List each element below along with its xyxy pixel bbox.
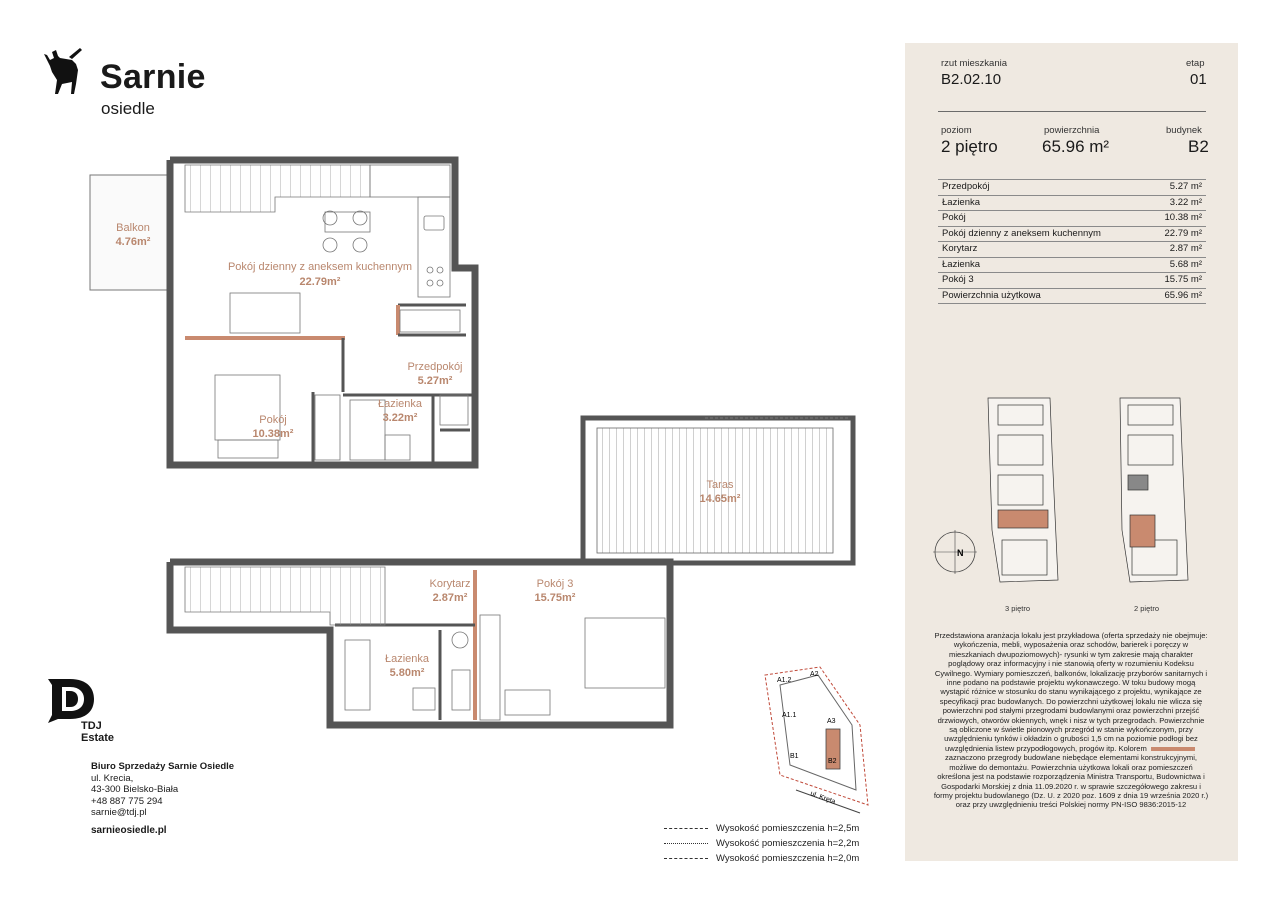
plan-label: rzut mieszkania <box>941 58 1007 69</box>
minimap-caption-right: 2 piętro <box>1134 604 1160 613</box>
living-area: 22.79m² <box>299 276 341 288</box>
site-label-b2: B2 <box>828 758 837 765</box>
wardrobe <box>315 395 340 460</box>
disclaimer-note <box>933 631 1209 810</box>
room-row <box>938 241 1206 257</box>
room-row <box>938 272 1206 288</box>
minimap-2-highlight <box>1130 515 1155 547</box>
tdj-monogram-icon <box>44 675 96 723</box>
terrace-label: Taras <box>706 479 734 491</box>
room-area: 3.22 m² <box>1169 196 1202 208</box>
area-label: powierzchnia <box>1044 125 1100 136</box>
tdj-label-2: Estate <box>81 732 115 744</box>
room-row <box>938 257 1206 273</box>
legend-line-dashdotdot <box>664 843 708 844</box>
room-row <box>938 210 1206 226</box>
company-address <box>91 761 234 819</box>
minimap-caption-left: 3 piętro <box>1005 604 1031 613</box>
room-area: 15.75 m² <box>1164 274 1202 285</box>
brand-subtitle: osiedle <box>101 99 155 118</box>
bath2-area: 5.80m² <box>389 667 425 679</box>
room-name: Łazienka <box>942 258 981 270</box>
site-label-a12: A1.2 <box>777 677 792 684</box>
legend-text-3: Wysokość pomieszczenia h=2,0m <box>716 853 860 864</box>
level-value: 2 piętro <box>941 137 998 156</box>
room-name: Pokój <box>942 212 966 223</box>
stage-value: 01 <box>1190 71 1207 88</box>
partition-color-swatch <box>1151 747 1195 751</box>
balcony-area: 4.76m² <box>115 236 151 248</box>
balcony-label: Balkon <box>116 222 150 234</box>
plan-value: B2.02.10 <box>941 71 1002 88</box>
compass-label: N <box>957 548 964 558</box>
room3-area: 15.75m² <box>534 592 576 604</box>
room1-label: Pokój <box>259 414 287 426</box>
minimap-3-highlight <box>998 510 1048 528</box>
bath1-area: 3.22m² <box>382 412 418 424</box>
area-value: 65.96 m² <box>1042 137 1110 156</box>
site-label-a11: A1.1 <box>782 712 797 719</box>
room-name: Korytarz <box>942 243 978 254</box>
brand-name: Sarnie <box>100 58 206 96</box>
total-name: Powierzchnia użytkowa <box>942 289 1041 301</box>
total-area: 65.96 m² <box>1164 289 1202 301</box>
rooms-table <box>938 179 1206 304</box>
room-row <box>938 226 1206 242</box>
tdj-label-1: TDJ <box>81 720 102 732</box>
bath2-label: Łazienka <box>384 653 430 665</box>
room-area: 22.79 m² <box>1164 227 1202 239</box>
hall-area: 5.27m² <box>417 375 453 387</box>
minimap-3-floor <box>988 398 1058 582</box>
site-label-a2: A2 <box>810 671 819 678</box>
corridor-label: Korytarz <box>429 578 471 590</box>
floor-minimaps <box>930 390 1210 590</box>
height-legend-2 <box>664 838 859 849</box>
tdj-label <box>81 720 114 744</box>
height-legend-3 <box>664 853 859 864</box>
disclaimer-part1: Przedstawiona aranżacja lokalu jest przykładowa (oferta sprzedaży nie obejmuje: wykończenia, mebli, wyposażenia oraz schodów, barierek i poręczy w mieszkaniach dwupoziomowych)- rysunki w tym zakresie mają charakter poglądowy oraz informacyjny i nie stanowią oferty w rozumieniu Kodeksu Cywilnego. Wymiary pomieszczeń, balkonów, lokalizację przyborów sanitarnych i inne podano na podstawie projektu wykonawczego. W toku budowy mogą wystąpić różnice w stosunku do stanu wynikającego z projektu, wynikające ze specyfikacji prac budowlanych. Do powierzchni użytkowej lokalu nie wlicza się powierzchni pod stałymi przegrodami budowlanymi oraz powierzchni przejść drzwiowych, otworów okiennych, wnęk i nisz w tych przegrodach. Powierzchnie są obliczone w świetle pionowych przegród w stanie wykończonym, przy uwzględnieniu tynków i okładzin o grubości 1,5 cm na poziomie podłogi bez uwzględnienia listew przypodłogowych, progów itp. Kolorem <box>934 631 1208 753</box>
upper-stairs <box>185 165 370 212</box>
site-label-a3: A3 <box>827 718 836 725</box>
room3-label: Pokój 3 <box>536 578 574 590</box>
room-area: 5.27 m² <box>1169 181 1202 192</box>
corridor-area: 2.87m² <box>432 592 468 604</box>
legend-line-dashdot <box>664 828 708 829</box>
building-value: B2 <box>1188 137 1209 156</box>
height-legend-1 <box>664 823 859 834</box>
office-phone: +48 887 775 294 <box>91 795 163 807</box>
room-name: Pokój dzienny z aneksem kuchennym <box>942 227 1101 239</box>
building-label: budynek <box>1166 125 1202 136</box>
sofa <box>230 293 300 333</box>
deer-icon <box>42 44 92 96</box>
office-street: ul. Krecia, <box>91 772 134 784</box>
legend-line-dashed <box>664 858 708 859</box>
lower-stairs <box>185 567 385 625</box>
room-area: 10.38 m² <box>1164 212 1202 223</box>
room-name: Przedpokój <box>942 181 990 192</box>
bath1-label: Łazienka <box>377 398 423 410</box>
brand-logo <box>42 44 92 96</box>
room-name: Pokój 3 <box>942 274 974 285</box>
panel-divider <box>938 111 1206 112</box>
room-area: 2.87 m² <box>1169 243 1202 254</box>
hall-label: Przedpokój <box>407 361 463 373</box>
room-row <box>938 195 1206 211</box>
legend-text-1: Wysokość pomieszczenia h=2,5m <box>716 823 860 834</box>
room-area: 5.68 m² <box>1169 258 1202 270</box>
level-label: poziom <box>941 125 972 136</box>
terrace-area: 14.65m² <box>699 493 741 505</box>
office-name: Biuro Sprzedaży Sarnie Osiedle <box>91 761 235 772</box>
total-row <box>938 288 1206 305</box>
website-link[interactable]: sarnieosiedle.pl <box>91 825 167 836</box>
room-row <box>938 179 1206 195</box>
office-city: 43-300 Bielsko-Biała <box>91 784 179 795</box>
site-label-street: ul. Kręta <box>809 790 837 806</box>
room-name: Łazienka <box>942 196 981 208</box>
living-label: Pokój dzienny z aneksem kuchennym <box>227 261 413 273</box>
minimap-2-floor <box>1120 398 1188 582</box>
dining-table <box>323 211 370 252</box>
disclaimer-part2: zaznaczono przegrody budowlane niebędące elementami konstrukcyjnymi, możliwe do demontażu. Powierzchnia użytkowa lokali oraz pomieszczeń określona jest na podstawie rozporządzenia Ministra Transportu, Budownictwa i Gospodarki Morskiej z dnia 11.09.2020 r. w sprawie szczegółowego zakresu i formy projektu budowlanego (Dz. U. z 2020 poz. 1609 z dnia 19 września 2020 r.) oraz przy uwzględnieniu treści Polskiej normy PN-ISO 9836:2015-12 <box>933 753 1209 810</box>
legend-text-2: Wysokość pomieszczenia h=2,2m <box>716 838 860 849</box>
site-map <box>760 665 870 815</box>
site-label-b1: B1 <box>790 753 799 760</box>
stage-label: etap <box>1186 58 1205 69</box>
floor-plan <box>80 150 870 740</box>
room1-area: 10.38m² <box>252 428 294 440</box>
office-email[interactable]: sarnie@tdj.pl <box>91 807 147 818</box>
